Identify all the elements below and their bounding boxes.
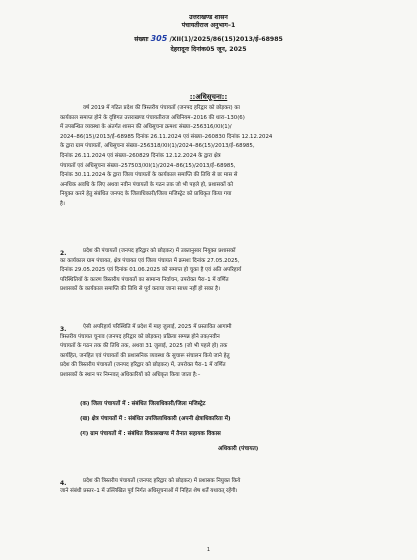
list-item: (ख) क्षेत्र पंचायतों में : संबंधित उपजिलाधिकारी (अपनी क्षेत्राधिकारिता में) — [80, 416, 231, 422]
paragraph-line: जाने संबंधी प्रस्तर–1 में उल्लिखित पूर्व निर्गत अधिसूचनाओं में निहित शेष शर्तें यथावत् रहेंगी। — [60, 487, 238, 494]
reference-prefix: संख्याः — [134, 36, 149, 43]
paragraph-line: में उपबन्धित व्यवस्था के अंतर्गत शासन की अधिसूचना क्रमशः संख्या–256316/XII(1)/ — [60, 124, 232, 131]
paragraph-line: त्रिस्तरीय पंचायत चुनाव (जनपद हरिद्वार को छोड़कर) प्रक्रिया सम्पन्न होने तक/नवीन — [60, 333, 220, 340]
document-date: देहरादूनः दिनांक05 जून, 2025 — [170, 46, 247, 53]
paragraph-line: पंचायतों एवं अधिसूचना संख्या–257503/XII(1)/2024–86(15)/2013/ई–68985, — [60, 162, 236, 169]
paragraph-line: प्रशासकों के कार्यकाल समाप्ति की तिथि से पूर्व कराया जाना साध्य नहीं हो सका है। — [60, 286, 221, 293]
paragraph-line: दिनांक 26.11.2024 एवं संख्या–260829 दिनांक 12.12.2024 के द्वारा क्षेत्र — [60, 152, 221, 159]
paragraph-line: नियुक्त करने हेतु संबंधित जनपद के जिलाधिकारी/जिला मजिस्ट्रेट को प्राधिकृत किया गया — [60, 191, 232, 198]
paragraph-line: कार्यकाल समाप्त होने के दृष्टिगत उत्तराखण्ड पंचायतीराज अधिनियम–2016 की धारा–130(6) — [60, 114, 245, 121]
paragraph-line: प्रदेश की पंचायतों (जनपद हरिद्वार को छोड़कर) में उक्तानुसार नियुक्त प्रशासकों — [83, 248, 236, 254]
reference-number — [0, 35, 417, 44]
paragraph-line: का कार्यकाल ग्राम पंचायत, क्षेत्र पंचायत एवं जिला पंचायत में क्रमशः दिनांक 27.05.2025, — [60, 257, 240, 264]
paragraph-line: दिनांक 30.11.2024 के द्वारा जिला पंचायतों के कार्यकाल समाप्ति की तिथि से छः मास से — [60, 172, 238, 179]
page-number: 1 — [206, 547, 211, 553]
paragraph-line: 2024–86(15)/2013/ई–68985 दिनांक 26.11.2024 एवं संख्या–260830 दिनांक 12.12.2024 — [60, 133, 273, 140]
paragraph-number: 4. — [60, 480, 67, 487]
paragraph-3 — [60, 323, 378, 381]
list-item: (ग) ग्राम पंचायतों में : संबंधित विकासखण्ड में तैनात सहायक विकास — [80, 431, 221, 437]
handwritten-reference-number: 305 — [150, 34, 168, 43]
paragraph-line: है। — [60, 200, 65, 207]
paragraph-line: पंचायतों के गठन तक की तिथि तक, अथवा 31 जुलाई, 2025 (जो भी पहले हो) तक — [60, 343, 228, 350]
reference-rest: /XII(1)/2025/86(15)2013/ई–68985 — [169, 36, 283, 43]
paragraph-number: 2. — [60, 250, 67, 257]
government-name: उत्तराखण्ड शासन — [189, 14, 228, 21]
notification-title: ::अधिसूचना:: — [189, 93, 228, 101]
paragraph-line: अनधिक अवधि के लिए अथवा नवीन पंचायतों के गठन तक जो भी पहले हो, प्रशासकों को — [60, 181, 233, 188]
paragraph-4 — [60, 477, 378, 496]
list-item-continuation: अधिकारी (पंचायत) — [218, 446, 259, 452]
paragraph-line: कार्यहित, जनहित एवं पंचायतों की प्रशासनिक व्यवस्था के सुचारू संचालन किये जाने हेतु — [60, 352, 230, 359]
paragraph-number: 3. — [60, 326, 67, 333]
paragraph-line: प्रदेश की त्रिस्तरीय पंचायतों (जनपद हरिद्वार को छोड़कर) में, उपरोक्त पैरा–1 में वर्णित — [60, 362, 226, 369]
paragraph-line: प्रशासकों के स्थान पर निम्नवत् अधिकारियों को अधिकृत किया जाता है:– — [60, 371, 201, 378]
paragraph-line: परिस्थितियों के कारण त्रिस्तरीय पंचायतों का सामान्य निर्वाचन, उपरोक्त पैरा–1 में वर्णित — [60, 276, 229, 283]
list-item: (क) जिला पंचायतों में : संबंधित जिलाधिकारी/जिला मजिस्ट्रेट — [80, 401, 206, 407]
paragraph-2 — [60, 247, 378, 295]
paragraph-line: ऐसी अपरिहार्य परिस्थिति में प्रदेश में माह जुलाई, 2025 में प्रस्तावित आगामी — [83, 324, 232, 330]
paragraph-line: वर्ष 2019 में गठित प्रदेश की त्रिस्तरीय पंचायतों (जनपद हरिद्वार को छोड़कर) का — [83, 105, 240, 111]
paragraph-line: दिनांक 29.05.2025 एवं दिनांक 01.06.2025 को समाप्त हो चुका है एवं अति अपरिहार्य — [60, 267, 242, 274]
paragraph-line: के द्वारा ग्राम पंचायतों, अधिसूचना संख्या–256318/XII(1)/2024–86(15)/2013/ई–68985, — [60, 143, 255, 150]
paragraph-line: प्रदेश की त्रिस्तरीय पंचायतों (जनपद हरिद्वार को छोड़कर) में प्रशासक नियुक्त किये — [83, 478, 241, 484]
paragraph-1 — [60, 104, 378, 210]
department-section: पंचायतीराज अनुभाग–1 — [181, 22, 236, 29]
